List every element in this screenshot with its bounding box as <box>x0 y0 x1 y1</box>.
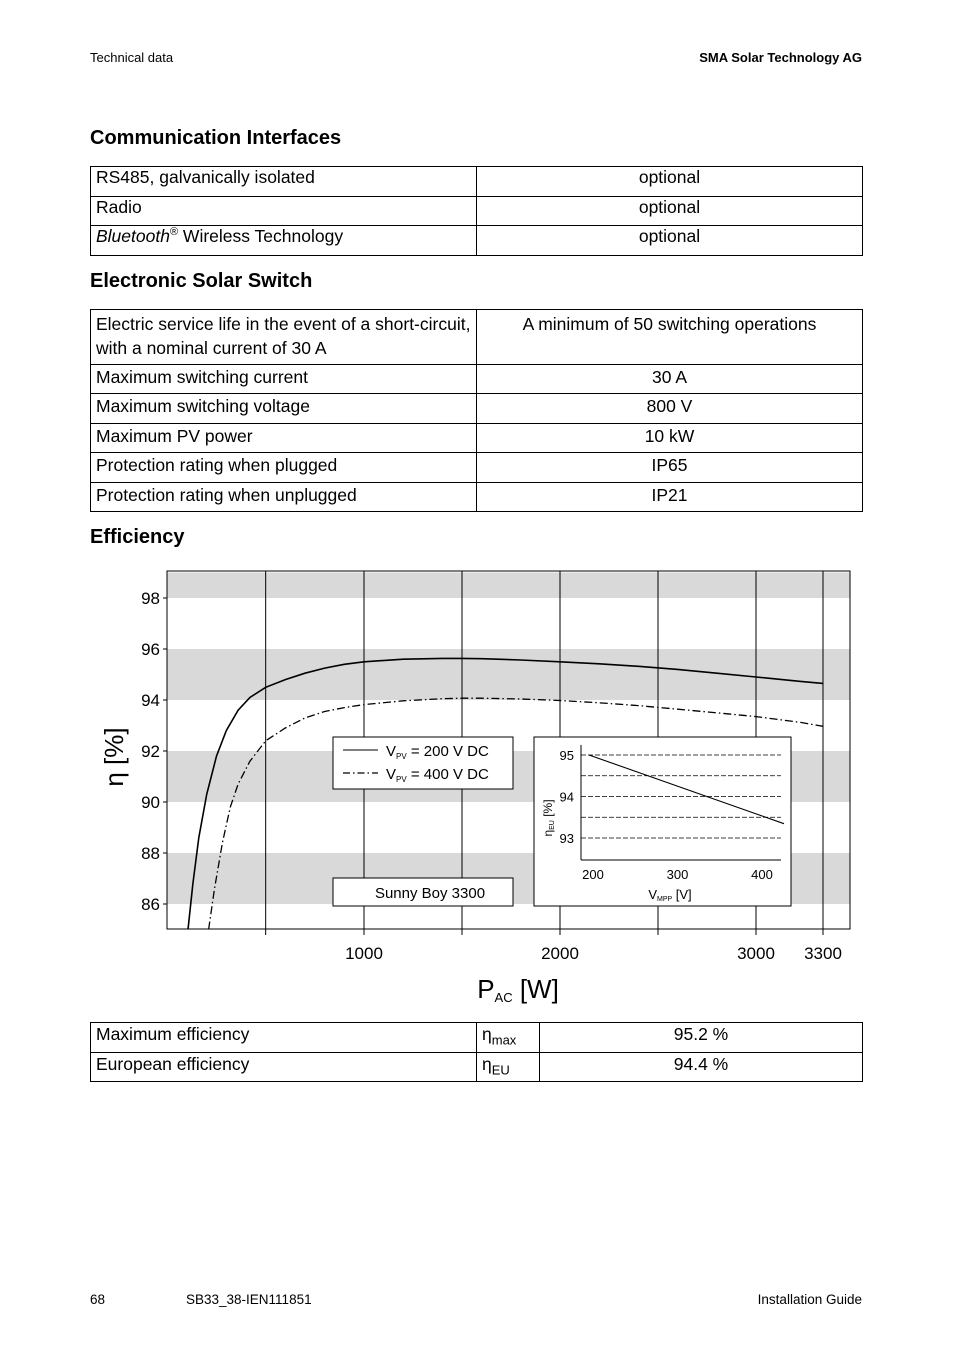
y-tick-label: 88 <box>141 844 160 863</box>
bluetooth-rest: Wireless Technology <box>178 226 344 246</box>
grid-band <box>167 649 850 700</box>
y-axis-label: η [%] <box>99 727 129 787</box>
x-axis-label: PAC [W] <box>477 974 559 1005</box>
efficiency-title: Efficiency <box>90 526 185 548</box>
table-row <box>91 226 863 256</box>
eta-subscript: EU <box>491 1062 510 1077</box>
row-label: Maximum switching voltage <box>91 394 477 424</box>
row-label: Radio <box>91 197 477 226</box>
x-tick-label: 1000 <box>345 944 383 963</box>
table-row <box>91 394 863 424</box>
row-value: IP21 <box>477 483 863 512</box>
inset-y-tick-label: 94 <box>559 789 574 805</box>
chart-title: Sunny Boy 3300 <box>374 885 486 902</box>
row-value: optional <box>477 197 863 226</box>
inset-y-tick-label: 93 <box>559 831 574 846</box>
eta-symbol: η <box>482 1024 492 1044</box>
row-label: European efficiency <box>91 1052 477 1082</box>
table-row <box>91 483 863 512</box>
legend-label-200: $V_{PV} = 200$ V DC <box>386 743 489 761</box>
registered-mark: ® <box>169 226 179 239</box>
header-company: SMA Solar Technology AG <box>699 50 862 65</box>
row-value: 94.4 % <box>540 1052 863 1082</box>
efficiency-table <box>90 1022 863 1082</box>
inset-y-tick-label: 95 <box>559 748 574 763</box>
row-value: 10 kW <box>477 424 863 453</box>
ess-table <box>90 309 863 512</box>
row-symbol <box>477 1023 540 1053</box>
row-label: Maximum PV power <box>91 424 477 453</box>
table-row <box>91 424 863 453</box>
efficiency-chart <box>90 560 865 1015</box>
row-label: Maximum efficiency <box>91 1023 477 1053</box>
table-row <box>91 453 863 483</box>
x-tick-label: 3000 <box>737 944 775 963</box>
y-tick-label: 98 <box>141 589 160 608</box>
communication-table <box>90 166 863 256</box>
footer-page-number: 68 <box>90 1292 106 1307</box>
eta-subscript: max <box>491 1032 517 1048</box>
eta-symbol: η <box>482 1053 492 1074</box>
inset-x-tick-label: 400 <box>751 867 773 882</box>
inset-x-tick-label: 300 <box>666 867 689 882</box>
inset-x-tick-label: 200 <box>582 867 604 882</box>
x-tick-label: 2000 <box>541 944 579 963</box>
table-row <box>91 310 863 365</box>
row-value: optional <box>477 167 863 197</box>
row-label: Protection rating when unplugged <box>91 483 477 512</box>
row-symbol <box>477 1052 540 1082</box>
table-row <box>91 365 863 394</box>
ess-title: Electronic Solar Switch <box>90 270 313 292</box>
row-label: Maximum switching current <box>91 365 477 394</box>
legend-label-400: $V_{PV} = 400$ V DC <box>386 766 489 784</box>
row-label <box>91 310 477 365</box>
table-row <box>91 197 863 226</box>
row-label-line1: Electric service life in the event of a short-circuit, <box>96 314 471 334</box>
table-row <box>91 1023 863 1053</box>
header-section: Technical data <box>90 50 174 65</box>
y-tick-label: 86 <box>141 895 160 914</box>
table-row <box>91 1052 863 1082</box>
table-row <box>91 167 863 197</box>
row-value: A minimum of 50 switching operations <box>477 310 863 365</box>
communication-title: Communication Interfaces <box>90 127 342 149</box>
row-label: RS485, galvanically isolated <box>91 167 477 197</box>
footer-doc-type: Installation Guide <box>757 1292 862 1307</box>
footer-doc-id: SB33_38-IEN111851 <box>186 1292 312 1307</box>
y-tick-label: 94 <box>141 691 160 710</box>
y-tick-label: 92 <box>141 742 160 761</box>
row-value: IP65 <box>477 453 863 483</box>
row-value: optional <box>477 226 863 256</box>
y-tick-label: 90 <box>141 793 160 812</box>
inset-xlabel: VMPP [V] <box>648 887 692 903</box>
x-tick-label: 3300 <box>804 944 842 963</box>
row-value: 95.2 % <box>540 1023 863 1053</box>
row-value: 800 V <box>477 394 863 424</box>
y-tick-label: 96 <box>141 640 160 659</box>
row-label: Protection rating when plugged <box>91 453 477 483</box>
inset-ylabel: ηEU [%] <box>541 799 556 837</box>
row-label-line2: with a nominal current of 30 A <box>96 338 327 358</box>
row-value: 30 A <box>477 365 863 394</box>
bluetooth-label: Bluetooth <box>96 226 170 246</box>
row-label <box>91 226 477 256</box>
grid-band <box>167 573 850 599</box>
